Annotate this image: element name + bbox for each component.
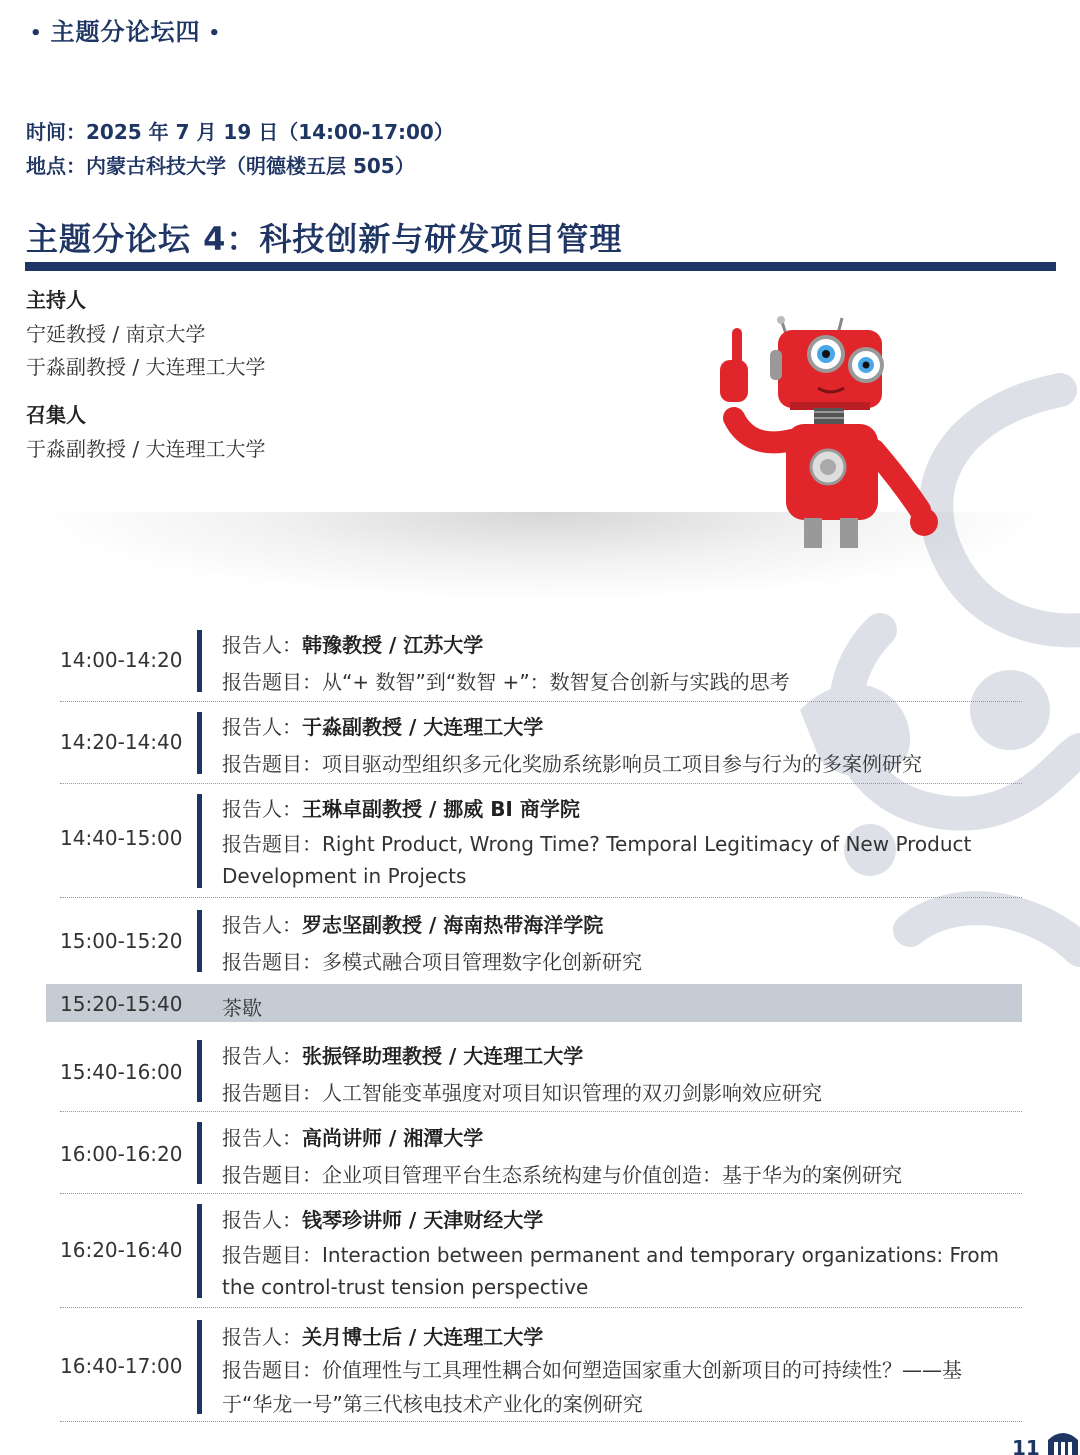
session-time: 16:20-16:40 bbox=[60, 1238, 183, 1262]
section-tag-text: 主题分论坛四 bbox=[50, 18, 201, 46]
schedule-row bbox=[46, 1112, 1022, 1194]
topic-line bbox=[222, 1354, 962, 1383]
topic-line bbox=[222, 828, 971, 857]
topic-line bbox=[222, 1239, 999, 1268]
topic-label: 报告题目： bbox=[222, 832, 322, 856]
topic-label: 报告题目： bbox=[222, 670, 322, 694]
speaker-label: 报告人： bbox=[222, 1325, 302, 1349]
session-time: 16:00-16:20 bbox=[60, 1142, 183, 1166]
row-accent-bar bbox=[197, 630, 202, 692]
host-line: 于淼副教授 / 大连理工大学 bbox=[26, 355, 266, 379]
topic-line-continued: the control-trust tension perspective bbox=[222, 1275, 589, 1299]
topic-line bbox=[222, 666, 790, 695]
convener-line: 于淼副教授 / 大连理工大学 bbox=[26, 437, 266, 461]
speaker-line bbox=[222, 629, 483, 658]
schedule-row bbox=[46, 1030, 1022, 1112]
schedule-row bbox=[46, 898, 1022, 982]
topic-text: 人工智能变革强度对项目知识管理的双刃剑影响效应研究 bbox=[322, 1081, 822, 1105]
topic-line-continued: 于“华龙一号”第三代核电技术产业化的案例研究 bbox=[222, 1392, 643, 1416]
speaker-name: 高尚讲师 / 湘潭大学 bbox=[302, 1126, 484, 1150]
speaker-label: 报告人： bbox=[222, 1126, 302, 1150]
break-label: 茶歇 bbox=[222, 996, 262, 1020]
topic-text: 价值理性与工具理性耦合如何塑造国家重大创新项目的可持续性？——基 bbox=[322, 1358, 962, 1382]
speaker-name: 关月博士后 / 大连理工大学 bbox=[302, 1325, 544, 1349]
speaker-line bbox=[222, 711, 543, 740]
break-time: 15:20-15:40 bbox=[60, 992, 183, 1016]
forum-title: 主题分论坛 4：科技创新与研发项目管理 bbox=[26, 220, 623, 258]
topic-label: 报告题目： bbox=[222, 752, 322, 776]
topic-text: 企业项目管理平台生态系统构建与价值创造：基于华为的案例研究 bbox=[322, 1163, 902, 1187]
event-time: 时间：2025 年 7 月 19 日（14:00-17:00） bbox=[26, 120, 454, 144]
page-number: 11 bbox=[1012, 1436, 1040, 1455]
speaker-label: 报告人： bbox=[222, 797, 302, 821]
session-time: 15:00-15:20 bbox=[60, 929, 183, 953]
session-time: 16:40-17:00 bbox=[60, 1354, 183, 1378]
schedule-row bbox=[46, 1194, 1022, 1308]
row-accent-bar bbox=[197, 794, 202, 888]
schedule-row bbox=[46, 620, 1022, 702]
schedule-row bbox=[46, 1308, 1022, 1422]
speaker-line bbox=[222, 1204, 543, 1233]
speaker-line bbox=[222, 909, 603, 938]
row-accent-bar bbox=[197, 712, 202, 774]
topic-label: 报告题目： bbox=[222, 1081, 322, 1105]
topic-line bbox=[222, 748, 922, 777]
speaker-line bbox=[222, 1040, 583, 1069]
host-line: 宁延教授 / 南京大学 bbox=[26, 322, 206, 346]
topic-line-continued: Development in Projects bbox=[222, 864, 467, 888]
building-emblem-icon bbox=[1046, 1420, 1080, 1455]
topic-line bbox=[222, 1077, 822, 1106]
speaker-label: 报告人： bbox=[222, 1044, 302, 1068]
session-time: 15:40-16:00 bbox=[60, 1060, 183, 1084]
session-time: 14:00-14:20 bbox=[60, 648, 183, 672]
topic-text: Interaction between permanent and temporary organizations: From bbox=[322, 1243, 1000, 1267]
tea-break-row bbox=[46, 984, 1022, 1022]
topic-label: 报告题目： bbox=[222, 950, 322, 974]
topic-line bbox=[222, 946, 642, 975]
topic-label: 报告题目： bbox=[222, 1163, 322, 1187]
session-time: 14:40-15:00 bbox=[60, 826, 183, 850]
title-divider bbox=[25, 262, 1056, 271]
topic-text: Right Product, Wrong Time? Temporal Legitimacy of New Product bbox=[322, 832, 972, 856]
convener-heading: 召集人 bbox=[26, 403, 86, 427]
host-heading: 主持人 bbox=[26, 288, 86, 312]
speaker-line bbox=[222, 1321, 543, 1350]
section-tag bbox=[22, 12, 229, 47]
speaker-name: 罗志坚副教授 / 海南热带海洋学院 bbox=[302, 913, 604, 937]
speaker-label: 报告人： bbox=[222, 1208, 302, 1232]
topic-line bbox=[222, 1159, 902, 1188]
schedule-row bbox=[46, 702, 1022, 784]
speaker-label: 报告人： bbox=[222, 913, 302, 937]
event-place: 地点：内蒙古科技大学（明德楼五层 505） bbox=[26, 154, 415, 178]
row-divider bbox=[60, 1421, 1022, 1422]
row-accent-bar bbox=[197, 1204, 202, 1298]
topic-text: 项目驱动型组织多元化奖励系统影响员工项目参与行为的多案例研究 bbox=[322, 752, 922, 776]
row-accent-bar bbox=[197, 1320, 202, 1414]
topic-label: 报告题目： bbox=[222, 1358, 322, 1382]
speaker-name: 韩豫教授 / 江苏大学 bbox=[302, 633, 484, 657]
row-accent-bar bbox=[197, 910, 202, 972]
bullet-dot-icon: • bbox=[30, 22, 43, 44]
speaker-label: 报告人： bbox=[222, 715, 302, 739]
session-time: 14:20-14:40 bbox=[60, 730, 183, 754]
speaker-name: 于淼副教授 / 大连理工大学 bbox=[302, 715, 544, 739]
speaker-label: 报告人： bbox=[222, 633, 302, 657]
speaker-line bbox=[222, 1122, 483, 1151]
topic-text: 从“+ 数智”到“数智 +”：数智复合创新与实践的思考 bbox=[322, 670, 790, 694]
robot-mascot-icon bbox=[700, 300, 960, 560]
row-accent-bar bbox=[197, 1040, 202, 1102]
speaker-name: 钱琴珍讲师 / 天津财经大学 bbox=[302, 1208, 544, 1232]
speaker-name: 王琳卓副教授 / 挪威 BI 商学院 bbox=[302, 797, 580, 821]
bullet-dot-icon: • bbox=[208, 22, 222, 44]
schedule-row bbox=[46, 784, 1022, 898]
speaker-name: 张振铎助理教授 / 大连理工大学 bbox=[302, 1044, 584, 1068]
row-accent-bar bbox=[197, 1122, 202, 1184]
topic-text: 多模式融合项目管理数字化创新研究 bbox=[322, 950, 642, 974]
speaker-line bbox=[222, 793, 580, 822]
topic-label: 报告题目： bbox=[222, 1243, 322, 1267]
